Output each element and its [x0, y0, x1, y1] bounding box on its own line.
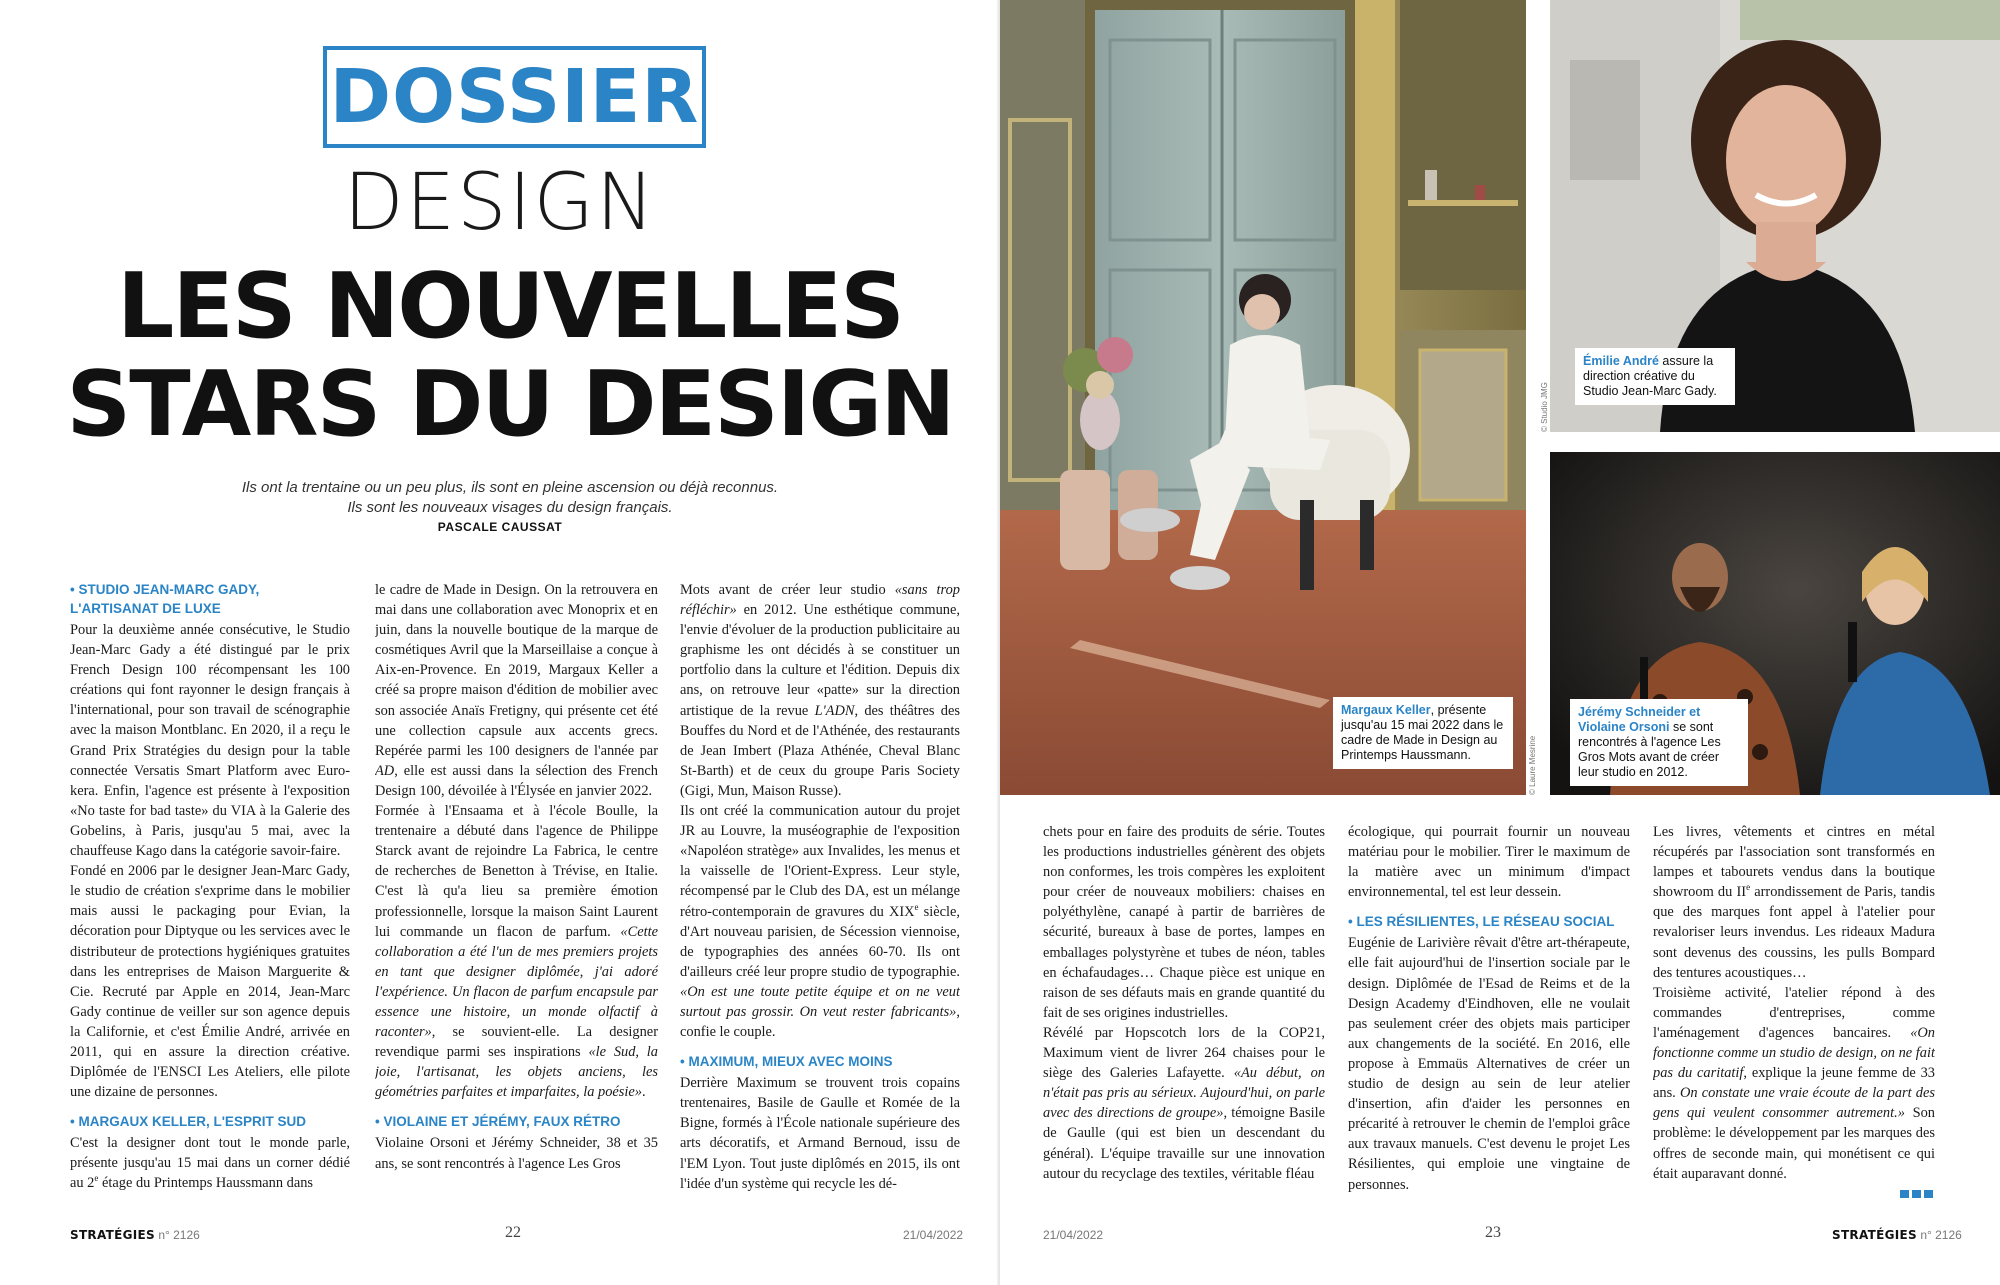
- paragraph: chets pour en faire des produits de série. Toutes les productions industrielles génèrent des objets non conformes, les trois compères les exploitent pour créer de nouveaux mobiliers: chaises en polyéthylène, canapé à partir de barrières de sécurité, bureaux à base de portes, lampes en emballages polystyrène et tubes de néon, tables en échafaudages… Chaque pièce est unique en raison de ses défauts mais en grande quantité du fait de ses origines industrielles.: [1043, 824, 1325, 1021]
- article-column-6: [1653, 822, 1935, 1212]
- paragraph: Ils ont créé la communication autour du projet JR au Louvre, la muséographie de l'exposition «Napoléon stratège» aux Invalides, les menus et la vaisselle de l'Orient-Express. Leur style, récompensé par le Club des DA, est un mélange rétro-contemporain de gravures du XIXe siècle, d'Art nouveau parisien, de Sécession viennoise, de typographies des années 60-70. Ils ont d'ailleurs créé leur propre studio de typographie. «On est une toute petite équipe et on ne veut surtout pas grossir. On veut rester fabricants», confie le couple.: [680, 803, 960, 1041]
- byline: PASCALE CAUSSAT: [437, 520, 563, 534]
- footer-left-brand: STRATÉGIES n° 2126: [70, 1228, 200, 1242]
- section-title: DESIGN: [343, 158, 657, 248]
- paragraph: Mots avant de créer leur studio «sans trop réfléchir» en 2012. Une esthétique commune, l'envie d'évoluer de la production publicitaire au graphisme les ont décidés à se constituer un portfolio dans la culture et l'édition. Depuis dix ans, on retrouve leur «patte» sur la direction artistique de la revue L'ADN, des théâtres des Bouffes du Nord et de l'Athénée, des restaurants de Jean Imbert (Plaza Athénée, Cheval Blanc St-Barth) et de ceux du groupe Paris Society (Gigi, Mun, Maison Russe).: [680, 582, 960, 799]
- photo-margaux-keller-image: [1000, 0, 1526, 795]
- paragraph: C'est la designer dont tout le monde parle, présente jusqu'au 15 mai dans un corner dédié au 2e étage du Printemps Haussmann dans: [70, 1135, 350, 1192]
- paragraph: Derrière Maximum se trouvent trois copains trentenaires, Basile de Gaulle et Romée de la Bigne, formés à l'École nationale supérieure des arts décoratifs, et Armand Bernoud, issu de l'EM Lyon. Tout juste diplômés en 2015, ils ont l'idée d'un système qui recycle les dé-: [680, 1075, 960, 1192]
- page-number-right: 23: [1485, 1224, 1501, 1241]
- article-column-4: [1043, 822, 1325, 1212]
- caption-margaux-keller: Margaux Keller, présente jusqu'au 15 mai 2022 dans le cadre de Made in Design au Printemps Haussmann.: [1333, 697, 1513, 769]
- paragraph: Troisième activité, l'atelier répond à des commandes d'entreprises, comme l'aménagement d'agences bancaires. «On fonctionne comme un studio de design, on ne fait pas du caritatif, explique la jeune femme de 33 ans. On constate une vraie écoute de la part des gens qui veulent consommer autrement.» Son problème: le développement par les marques des offres de seconde main, qui monétisent ce qui était auparavant donné.: [1653, 984, 1935, 1182]
- end-of-article-mark: [1900, 1190, 1933, 1198]
- article-column-1: [70, 580, 350, 1210]
- article-column-5: [1348, 822, 1630, 1212]
- paragraph: Eugénie de Larivière rêvait d'être art-thérapeute, elle fait aujourd'hui de l'insertion sociale par le design. Diplômée de l'Esad de Reims et de la Design Academy d'Eindhoven, elle ne voulait pas seulement créer des objets mais participer aux changements de la société. En 2016, elle propose à Emmaüs Alternatives de créer un studio de design au sein de leur atelier d'insertion, afin d'aider les personnes en précarité à retrouver le chemin de l'emploi grâce aux travaux manuels. C'est devenu le projet Les Résilientes, qui emploie une vingtaine de personnes.: [1348, 935, 1630, 1193]
- caption-emilie-andre: Émilie André assure la direction créative du Studio Jean-Marc Gady.: [1575, 348, 1735, 405]
- credit-emilie: © Studio JMG: [1540, 382, 1549, 432]
- subhead-maximum: • MAXIMUM, MIEUX AVEC MOINS: [680, 1054, 893, 1070]
- credit-margaux: © Laure Mesrine: [1528, 735, 1537, 795]
- paragraph: Violaine Orsoni et Jérémy Schneider, 38 et 35 ans, se sont rencontrés à l'agence Les Gros: [375, 1135, 658, 1172]
- article-column-3: [680, 580, 960, 1210]
- headline-line-1: LES NOUVELLES: [116, 254, 904, 359]
- paragraph: écologique, qui pourrait fournir un nouveau matériau pour le mobilier. Tirer le maximum de la matière avec un minimum d'impact environnemental, tel est leur dessein.: [1348, 824, 1630, 901]
- paragraph: le cadre de Made in Design. On la retrouvera en mai dans une collaboration avec Monoprix et en juin, dans la nouvelle boutique de la marque de cosmétiques Avril que la Marseillaise a conçue à Aix-en-Provence. En 2019, Margaux Keller a créé sa propre maison d'édition de mobilier avec son associée Anaïs Fretigny, qui présente cet été une collection capsule aux accents grecs. Repérée parmi les 100 designers de l'année par AD, elle est aussi dans la sélection des French Design 100, dévoilée à l'Élysée en janvier 2022.: [375, 582, 658, 799]
- photo-margaux-keller: [1000, 0, 1526, 795]
- paragraph: Formée à l'Ensaama et à l'école Boulle, la trentenaire a débuté dans l'agence de Philippe Starck avant de rejoindre La Fabrica, le centre de recherches de Benetton à Trévise, en Italie. C'est là qu'a lieu sa première émotion professionnelle, lorsque la maison Saint Laurent lui commande un flacon de parfum. «Cette collaboration a été l'un de mes premiers projets en tant que designer diplômée, j'ai adoré l'expérience. Un flacon de parfum encapsule par essence une histoire, un monde olfactif à raconter», se souvient-elle. La designer revendique parmi ses inspirations «le Sud, la joie, l'artisanat, les objets anciens, les géométries parfaites et imparfaites, la poésie».: [375, 803, 658, 1101]
- page-number-left: 22: [505, 1224, 521, 1241]
- subhead-studio-jean-marc-gady: • STUDIO JEAN-MARC GADY, L'ARTISANAT DE LUXE: [70, 582, 260, 616]
- paragraph: Pour la deuxième année consécutive, le Studio Jean-Marc Gady a été distingué par le prix French Design 100 récompensant les 100 créations qui font rayonner le design français à l'international, pour son travail de scénographie avec la maison Montblanc. En 2020, il a reçu le Grand Prix Stratégies du design pour la table connectée Versatis Smart Platform avec Eurokera. Enfin, l'agence est présente à l'exposition «No taste for bad taste» du VIA à la Galerie des Gobelins, à Paris, jusqu'au 5 mai, avec la chauffeuse Kago dans la catégorie savoir-faire.: [70, 622, 350, 860]
- footer-right-date: 21/04/2022: [1043, 1228, 1104, 1242]
- right-page: [1000, 0, 2000, 1285]
- headline: [40, 254, 980, 457]
- paragraph: Révélé par Hopscotch lors de la COP21, Maximum vient de livrer 264 chaises pour le siège des Galeries Lafayette. «Au début, on n'était pas pris au sérieux. Aujourd'hui, on parle avec des directions de groupe», témoigne Basile de Gaulle (qui est bien un descendant du général). L'équipe travaille sur une innovation autour du recyclage des textiles, véritable fléau: [1043, 1024, 1325, 1182]
- dossier-label: DOSSIER: [329, 54, 700, 140]
- headline-line-2: STARS DU DESIGN: [66, 352, 954, 457]
- caption-jeremy-violaine: Jérémy Schneider et Violaine Orsoni se sont rencontrés à l'agence Les Gros Mots avant de créer leur studio en 2012.: [1570, 699, 1748, 786]
- footer-right-brand: STRATÉGIES n° 2126: [1832, 1228, 1962, 1242]
- subhead-margaux-keller: • MARGAUX KELLER, L'ESPRIT SUD: [70, 1114, 306, 1130]
- dossier-label-box: [323, 46, 706, 148]
- paragraph: Fondé en 2006 par le designer Jean-Marc Gady, le studio de création s'exprime dans le mobilier mais aussi le packaging pour Evian, la décoration pour Diptyque ou les services avec le distributeur de protections hygiéniques gratuites dans les entreprises de Maison Marguerite & Cie. Recruté par Apple en 2014, Jean-Marc Gady continue de veiller sur son agence depuis la Californie, et c'est Émilie André, arrivée en 2011, qui en assure la direction créative. Diplômée de l'ENSCI Les Ateliers, elle pilote une dizaine de personnes.: [70, 863, 350, 1101]
- paragraph: Les livres, vêtements et cintres en métal récupérés par l'association sont transformés en lampes et tabourets vendus dans la boutique showroom du IIe arrondissement de Paris, tandis que des marques font appel à l'atelier pour revaloriser leurs invendus. Les rideaux Madura sont devenus des coussins, les pulls Bompard des tentures acoustiques…: [1653, 824, 1935, 981]
- article-column-2: [375, 580, 658, 1210]
- standfirst: Ils ont la trentaine ou un peu plus, ils sont en pleine ascension ou déjà reconnus. Ils sont les nouveaux visages du design français.: [241, 479, 779, 516]
- footer-left-date: 21/04/2022: [903, 1228, 964, 1242]
- subhead-les-resilientes: • LES RÉSILIENTES, LE RÉSEAU SOCIAL: [1348, 914, 1615, 930]
- subhead-violaine-jeremy: • VIOLAINE ET JÉRÉMY, FAUX RÉTRO: [375, 1114, 621, 1130]
